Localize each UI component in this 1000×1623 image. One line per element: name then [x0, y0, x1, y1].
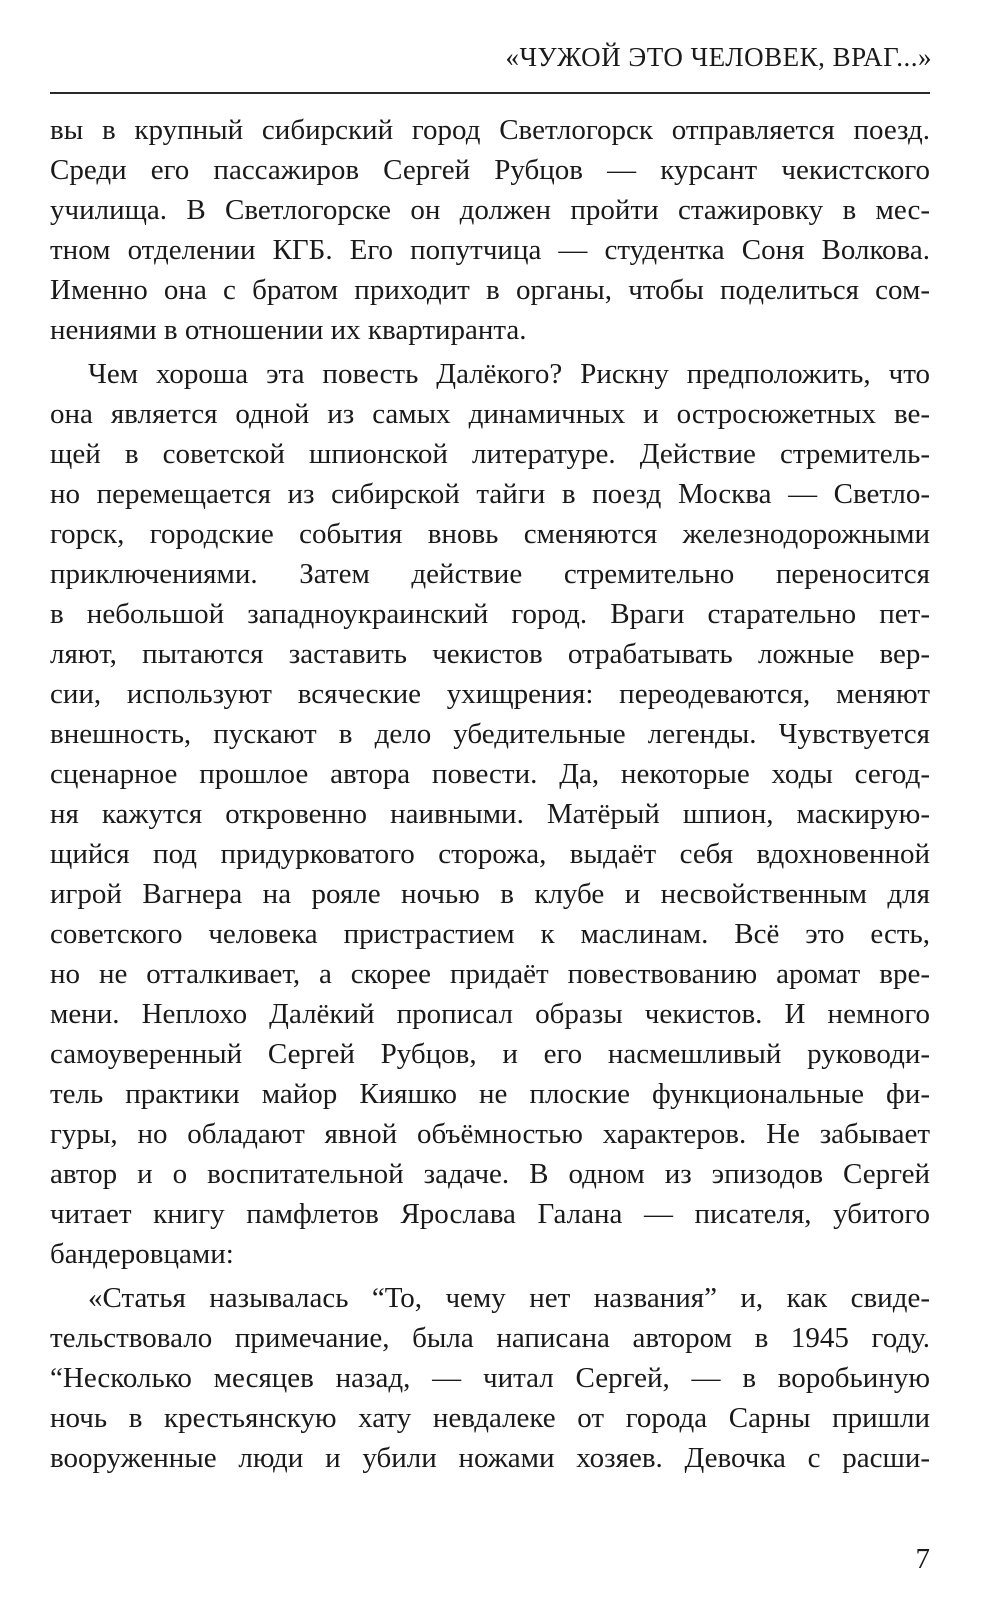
text-line: сценарное прошлое автора повести. Да, некоторые ходы сегод- — [50, 758, 930, 790]
text-line: читает книгу памфлетов Ярослава Галана — писателя, убитого — [50, 1198, 930, 1230]
page-number: 7 — [915, 1543, 930, 1575]
text-line: советского человека пристрастием к маслинам. Всё это есть, — [50, 918, 930, 950]
text-line: но перемещается из сибирской тайги в поезд Москва — Светло- — [50, 478, 930, 510]
text-line: самоуверенный Сергей Рубцов, и его насмешливый руководи- — [50, 1038, 930, 1070]
text-line: Чем хороша эта повесть Далёкого? Рискну предположить, что — [88, 358, 930, 390]
running-head: «ЧУЖОЙ ЭТО ЧЕЛОВЕК, ВРАГ...» — [505, 42, 932, 72]
text-line: щийся под придурковатого сторожа, выдаёт себя вдохновенной — [50, 838, 930, 870]
text-line: щей в советской шпионской литературе. Действие стремитель- — [50, 438, 930, 470]
header-rule — [50, 92, 930, 94]
text-line: но не отталкивает, а скорее придаёт повествованию аромат вре- — [50, 958, 930, 990]
text-line: вооруженные люди и убили ножами хозяев. Девочка с расши- — [50, 1442, 930, 1474]
text-line: “Несколько месяцев назад, — читал Сергей, — в воробьиную — [50, 1362, 930, 1394]
text-line: тном отделении КГБ. Его попутчица — студентка Соня Волкова. — [50, 234, 930, 266]
paragraph-3-quote — [50, 1278, 930, 1478]
text-line: мени. Неплохо Далёкий прописал образы чекистов. И немного — [50, 998, 930, 1030]
text-line: ляют, пытаются заставить чекистов отрабатывать ложные вер- — [50, 638, 930, 670]
paragraph-1 — [50, 110, 930, 350]
text-line: тель практики майор Кияшко не плоские функциональные фи- — [50, 1078, 930, 1110]
text-line: Среди его пассажиров Сергей Рубцов — курсант чекистского — [50, 154, 930, 186]
text-line: она является одной из самых динамичных и остросюжетных ве- — [50, 398, 930, 430]
text-line: нениями в отношении их квартиранта. — [50, 314, 527, 346]
paragraph-2 — [50, 354, 930, 1274]
text-line: Именно она с братом приходит в органы, чтобы поделиться сом- — [50, 274, 930, 306]
text-line: игрой Вагнера на рояле ночью в клубе и несвойственным для — [50, 878, 930, 910]
text-line: горск, городские события вновь сменяются железнодорожными — [50, 518, 930, 550]
text-line: в небольшой западноукраинский город. Враги старательно пет- — [50, 598, 930, 630]
text-line: ня кажутся откровенно наивными. Матёрый шпион, маскирую- — [50, 798, 930, 830]
text-line: гуры, но обладают явной объёмностью характеров. Не забывает — [50, 1118, 930, 1150]
text-line: вы в крупный сибирский город Светлогорск отправляется поезд. — [50, 114, 930, 146]
text-line: ночь в крестьянскую хату невдалеке от города Сарны пришли — [50, 1402, 930, 1434]
body-text — [50, 110, 930, 1478]
text-line: приключениями. Затем действие стремительно переносится — [50, 558, 930, 590]
text-line: тельствовало примечание, была написана автором в 1945 году. — [50, 1322, 930, 1354]
text-line: автор и о воспитательной задаче. В одном из эпизодов Сергей — [50, 1158, 930, 1190]
text-line: бандеровцами: — [50, 1238, 234, 1270]
text-line: училища. В Светлогорске он должен пройти стажировку в мес- — [50, 194, 930, 226]
text-line: «Статья называлась “То, чему нет названия” и, как свиде- — [88, 1282, 930, 1314]
text-line: внешность, пускают в дело убедительные легенды. Чувствуется — [50, 718, 930, 750]
text-line: сии, используют всяческие ухищрения: переодеваются, меняют — [50, 678, 930, 710]
